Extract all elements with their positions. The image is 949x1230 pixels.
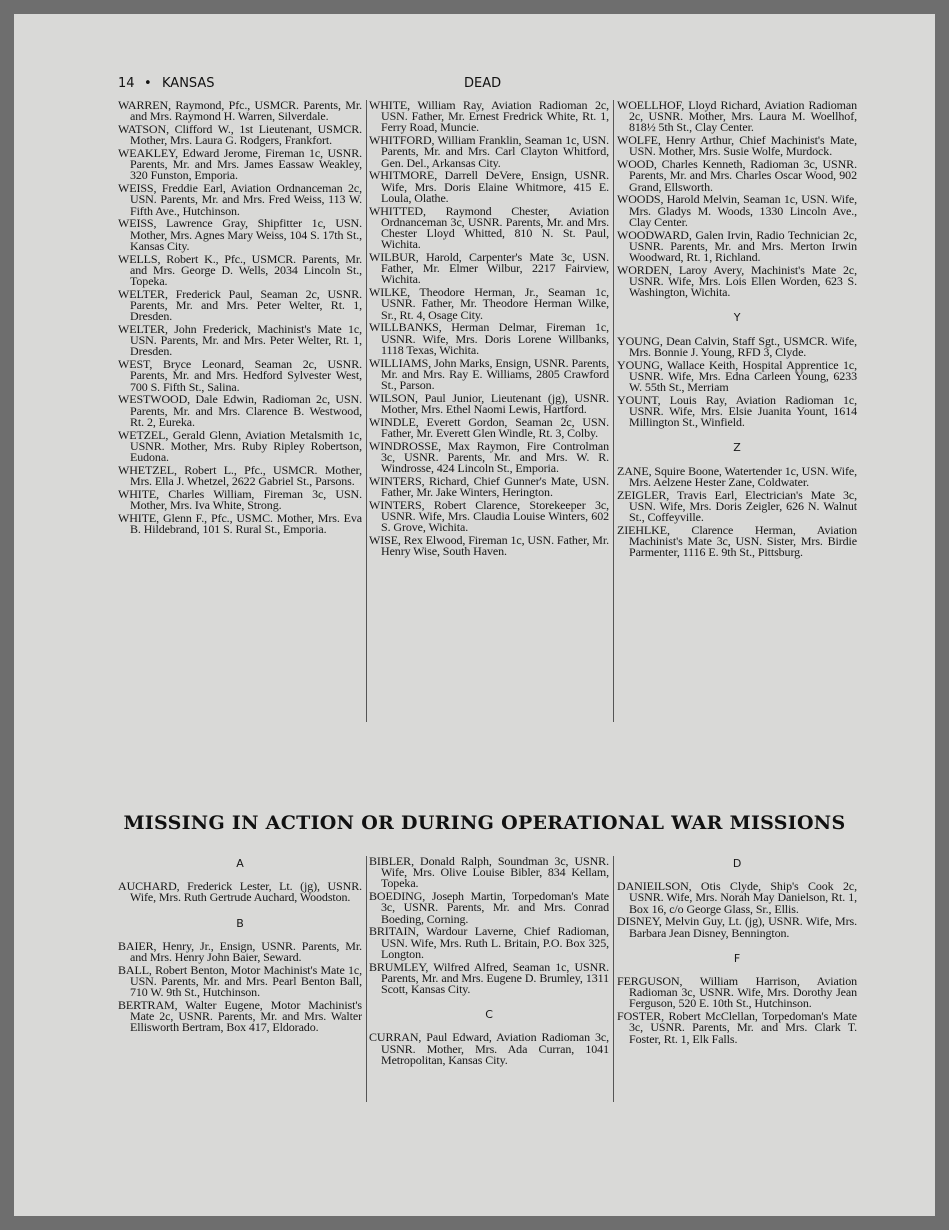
missing-column-2 <box>369 856 609 1126</box>
casualty-entry: WEAKLEY, Edward Jerome, Fireman 1c, USNR. Parents, Mr. and Mrs. James Eassaw Weakley, 320 Funston, Emporia. <box>118 146 362 183</box>
casualty-entry: WHITE, Glenn F., Pfc., USMC. Mother, Mrs. Eva B. Hildebrand, 101 S. Rural St., Emporia. <box>118 510 362 537</box>
casualty-entry: WISE, Rex Elwood, Fireman 1c, USN. Father, Mr. Henry Wise, South Haven. <box>369 533 609 559</box>
casualty-entry: WORDEN, Laroy Avery, Machinist's Mate 2c, USNR. Wife, Mrs. Lois Ellen Worden, 623 S. Washington, Wichita. <box>617 262 857 300</box>
missing-section-title: MISSING IN ACTION OR DURING OPERATIONAL WAR MISSIONS <box>123 812 846 834</box>
casualty-entry: BAIER, Henry, Jr., Ensign, USNR. Parents, Mr. and Mrs. Henry John Baier, Seward. <box>118 938 362 965</box>
casualty-entry: YOUNG, Dean Calvin, Staff Sgt., USMCR. Wife, Mrs. Bonnie J. Young, RFD 3, Clyde. <box>617 333 857 359</box>
casualty-entry: WOLFE, Henry Arthur, Chief Machinist's Mate, USN. Mother, Mrs. Susie Wolfe, Murdock. <box>617 133 857 159</box>
alphabet-letter-heading: Y <box>733 311 741 325</box>
casualty-entry: ZANE, Squire Boone, Watertender 1c, USN. Wife, Mrs. Aelzene Hester Zane, Coldwater. <box>617 463 857 489</box>
casualty-entry: FOSTER, Robert McClellan, Torpedoman's Mate 3c, USNR. Parents, Mr. and Mrs. Clark T. Foster, Rt. 1, Elk Falls. <box>617 1009 857 1046</box>
page-number: 14 <box>118 76 135 91</box>
casualty-entry: DANIEILSON, Otis Clyde, Ship's Cook 2c, USNR. Wife, Mrs. Norah May Danielson, Rt. 1, Box 16, c/o George Glass, Sr., Ellis. <box>617 879 857 916</box>
page-header <box>118 76 854 96</box>
missing-column-3 <box>617 856 857 1126</box>
casualty-entry: DISNEY, Melvin Guy, Lt. (jg), USNR. Wife, Mrs. Barbara Jean Disney, Bennington. <box>617 914 857 940</box>
casualty-entry: WELTER, Frederick Paul, Seaman 2c, USNR. Parents, Mr. and Mrs. Peter Welter, Rt. 1, Dresden. <box>118 286 362 324</box>
casualty-entry: WOOD, Charles Kenneth, Radioman 3c, USNR. Parents, Mr. and Mrs. Charles Oscar Wood, 902 Grand, Ellsworth. <box>617 157 857 194</box>
casualty-entry: WOELLHOF, Lloyd Richard, Aviation Radioman 2c, USNR. Mother, Mrs. Laura M. Woellhof, 818½ 5th St., Clay Center. <box>617 100 857 135</box>
alphabet-letter-heading: D <box>732 857 742 870</box>
casualty-entry: WEISS, Freddie Earl, Aviation Ordnanceman 2c, USN. Parents, Mr. and Mrs. Fred Weiss, 113 W. Fifth Ave., Hutchinson. <box>118 181 362 218</box>
casualty-entry: WOODS, Harold Melvin, Seaman 1c, USN. Wife, Mrs. Gladys M. Woods, 1330 Lincoln Ave., Clay Center. <box>617 192 857 229</box>
column-divider <box>366 100 367 722</box>
casualty-entry: WINDROSSE, Max Raymon, Fire Controlman 3c, USNR. Parents, Mr. and Mrs. W. R. Windrosse, 424 Lincoln St., Emporia. <box>369 438 609 476</box>
casualty-entry: WILSON, Paul Junior, Lieutenant (jg), USNR. Mother, Mrs. Ethel Naomi Lewis, Hartford. <box>369 390 609 417</box>
header-bullet: • <box>144 76 152 91</box>
missing-column-1 <box>118 856 362 1126</box>
casualty-entry: WELTER, John Frederick, Machinist's Mate 1c, USN. Parents, Mr. and Mrs. Peter Welter, Rt. 1, Dresden. <box>118 322 362 359</box>
casualty-entry: BRITAIN, Wardour Laverne, Chief Radioman, USN. Wife, Mrs. Ruth L. Britain, P.O. Box 325, Longton. <box>369 924 609 961</box>
casualty-entry: ZIEHLKE, Clarence Herman, Aviation Machinist's Mate 3c, USN. Sister, Mrs. Birdie Parmenter, 1116 E. 9th St., Pittsburg. <box>617 522 857 560</box>
casualty-entry: WHITE, William Ray, Aviation Radioman 2c, USN. Father, Mr. Ernest Fredrick White, Rt. 1, Ferry Road, Muncie. <box>369 100 609 135</box>
casualty-entry: BALL, Robert Benton, Motor Machinist's Mate 1c, USN. Parents, Mr. and Mrs. Pearl Benton Ball, 710 W. 9th St., Hutchinson. <box>118 962 362 1000</box>
alphabet-letter-heading: A <box>236 857 244 870</box>
casualty-entry: BRUMLEY, Wilfred Alfred, Seaman 1c, USNR. Parents, Mr. and Mrs. Eugene D. Brumley, 1311 Scott, Kansas City. <box>369 959 609 997</box>
casualty-entry: WILBUR, Harold, Carpenter's Mate 3c, USN. Father, Mr. Elmer Wilbur, 2217 Fairview, Wichita. <box>369 250 609 287</box>
casualty-entry: BIBLER, Donald Ralph, Soundman 3c, USNR. Wife, Mrs. Olive Louise Bibler, 834 Kellam, Topeka. <box>369 856 609 891</box>
casualty-entry: WILLBANKS, Herman Delmar, Fireman 1c, USNR. Wife, Mrs. Doris Lorene Willbanks, 1118 Texas, Wichita. <box>369 320 609 357</box>
casualty-entry: WARREN, Raymond, Pfc., USMCR. Parents, Mr. and Mrs. Raymond H. Warren, Silverdale. <box>118 100 362 124</box>
casualty-entry: WILKE, Theodore Herman, Jr., Seaman 1c, USNR. Father, Mr. Theodore Herman Wilke, Sr., Rt. 4, Osage City. <box>369 285 609 322</box>
casualty-entry: CURRAN, Paul Edward, Aviation Radioman 3c, USNR. Mother, Mrs. Ada Curran, 1041 Metropolitan, Kansas City. <box>369 1030 609 1067</box>
casualty-entry: YOUNG, Wallace Keith, Hospital Apprentice 1c, USNR. Wife, Mrs. Edna Carleen Young, 6233 W. 55th St., Merriam <box>617 357 857 395</box>
document-page <box>14 14 935 1216</box>
casualty-entry: WELLS, Robert K., Pfc., USMCR. Parents, Mr. and Mrs. George D. Wells, 2034 Lincoln St., Topeka. <box>118 251 362 289</box>
dead-column-2 <box>369 100 609 730</box>
casualty-entry: WINTERS, Robert Clarence, Storekeeper 3c, USNR. Wife, Mrs. Claudia Louise Winters, 602 S. Grove, Wichita. <box>369 498 609 535</box>
alphabet-letter-heading: B <box>236 916 244 930</box>
column-divider <box>613 856 614 1102</box>
state-name: KANSAS <box>162 76 215 91</box>
alphabet-letter-heading: Z <box>733 441 741 455</box>
dead-column-1 <box>118 100 362 730</box>
casualty-entry: WHITE, Charles William, Fireman 3c, USN. Mother, Mrs. Iva White, Strong. <box>118 486 362 513</box>
casualty-entry: BERTRAM, Walter Eugene, Motor Machinist's Mate 2c, USNR. Parents, Mr. and Mrs. Walter Ellisworth Bertram, Box 417, Eldorado. <box>118 998 362 1035</box>
casualty-entry: WHITTED, Raymond Chester, Aviation Ordnanceman 3c, USNR. Parents, Mr. and Mrs. Chester Lloyd Whitted, 810 N. St. Paul, Wichita. <box>369 203 609 252</box>
alphabet-letter-heading: F <box>733 951 741 965</box>
casualty-entry: WINDLE, Everett Gordon, Seaman 2c, USN. Father, Mr. Everett Glen Windle, Rt. 3, Colby. <box>369 414 609 441</box>
casualty-entry: WINTERS, Richard, Chief Gunner's Mate, USN. Father, Mr. Jake Winters, Herington. <box>369 474 609 500</box>
casualty-entry: AUCHARD, Frederick Lester, Lt. (jg), USNR. Wife, Mrs. Ruth Gertrude Auchard, Woodston. <box>118 879 362 905</box>
dead-column-3 <box>617 100 857 730</box>
alphabet-letter-heading: C <box>485 1008 493 1022</box>
casualty-entry: WATSON, Clifford W., 1st Lieutenant, USMCR. Mother, Mrs. Laura G. Rodgers, Frankfort. <box>118 122 362 148</box>
casualty-entry: WEISS, Lawrence Gray, Shipfitter 1c, USN. Mother, Mrs. Agnes Mary Weiss, 104 S. 17th St., Kansas City. <box>118 216 362 253</box>
casualty-entry: WHETZEL, Robert L., Pfc., USMCR. Mother, Mrs. Ella J. Whetzel, 2622 Gabriel St., Parsons. <box>118 462 362 489</box>
casualty-entry: YOUNT, Louis Ray, Aviation Radioman 1c, USNR. Wife, Mrs. Elsie Juanita Yount, 1614 Millington St., Winfield. <box>617 392 857 430</box>
casualty-entry: FERGUSON, William Harrison, Aviation Radioman 3c, USNR. Wife, Mrs. Dorothy Jean Ferguson, 520 E. 10th St., Hutchinson. <box>617 974 857 1011</box>
casualty-entry: WHITFORD, William Franklin, Seaman 1c, USN. Parents, Mr. and Mrs. Carl Clayton Whitford, Gen. Del., Arkansas City. <box>369 133 609 170</box>
casualty-entry: WOODWARD, Galen Irvin, Radio Technician 2c, USNR. Parents, Mr. and Mrs. Merton Irwin Woodward, Rt. 1, Richland. <box>617 227 857 265</box>
casualty-entry: WETZEL, Gerald Glenn, Aviation Metalsmith 1c, USNR. Mother, Mrs. Ruby Ripley Robertson, Eudona. <box>118 427 362 465</box>
casualty-entry: WHITMORE, Darrell DeVere, Ensign, USNR. Wife, Mrs. Doris Elaine Whitmore, 415 E. Loula, Olathe. <box>369 168 609 205</box>
column-divider <box>613 100 614 722</box>
casualty-entry: BOEDING, Joseph Martin, Torpedoman's Mate 3c, USNR. Parents, Mr. and Mrs. Conrad Boeding, Corning. <box>369 889 609 926</box>
section-heading-dead: DEAD <box>464 76 502 91</box>
casualty-entry: WILLIAMS, John Marks, Ensign, USNR. Parents, Mr. and Mrs. Ray E. Williams, 2805 Crawford St., Parson. <box>369 355 609 393</box>
casualty-entry: WESTWOOD, Dale Edwin, Radioman 2c, USN. Parents, Mr. and Mrs. Clarence B. Westwood, Rt. 2, Eureka. <box>118 392 362 429</box>
column-divider <box>366 856 367 1102</box>
casualty-entry: ZEIGLER, Travis Earl, Electrician's Mate 3c, USN. Wife, Mrs. Doris Zeigler, 626 N. Walnut St., Coffeyville. <box>617 487 857 525</box>
casualty-entry: WEST, Bryce Leonard, Seaman 2c, USNR. Parents, Mr. and Mrs. Hedford Sylvester West, 700 S. Fifth St., Salina. <box>118 357 362 394</box>
